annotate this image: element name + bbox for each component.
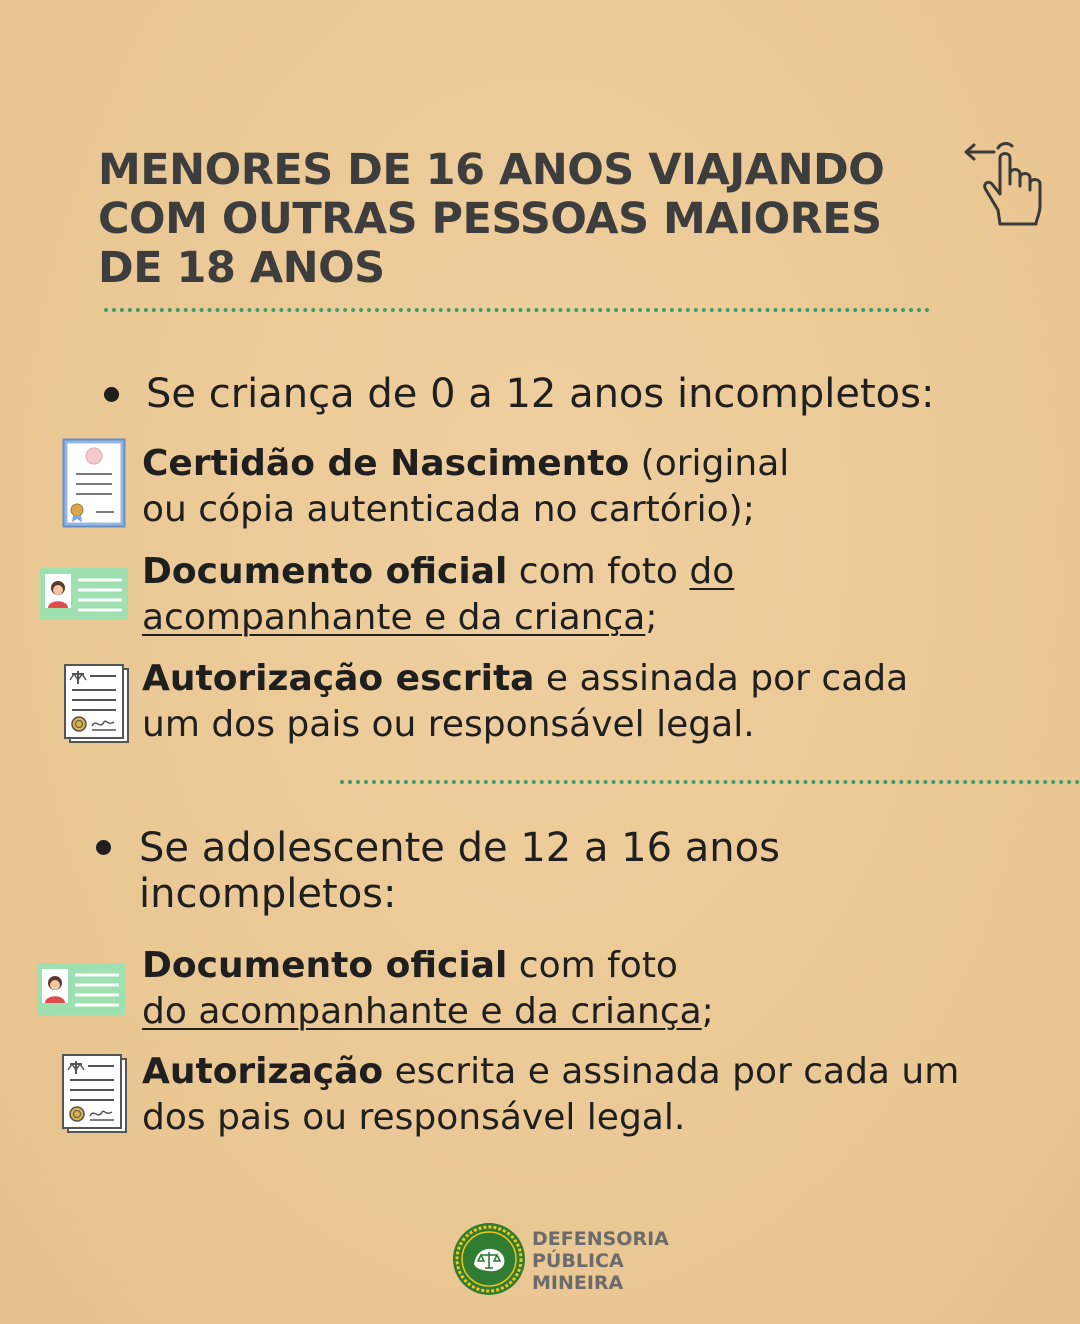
item-text: ; bbox=[645, 597, 658, 638]
item-text: e assinada por cada bbox=[534, 658, 909, 699]
item-text-line2: um dos pais ou responsável legal. bbox=[142, 704, 755, 745]
item-bold-label: Autorização bbox=[142, 1051, 384, 1092]
item-text: com foto bbox=[507, 945, 678, 986]
item-text-line2: ou cópia autenticada no cartório); bbox=[142, 489, 755, 530]
divider-top bbox=[104, 308, 930, 312]
swipe-hand-icon bbox=[960, 136, 1050, 230]
brand-line-3: MINEIRA bbox=[532, 1272, 624, 1294]
item-official-document bbox=[142, 943, 714, 1035]
item-text: escrita e assinada por cada um bbox=[383, 1051, 960, 1092]
bullet-dot bbox=[96, 840, 111, 855]
page-title bbox=[98, 146, 898, 293]
item-underlined-text: do bbox=[689, 551, 735, 592]
item-text: com foto bbox=[507, 551, 690, 592]
item-official-document bbox=[142, 549, 734, 641]
item-bold-label: Certidão de Nascimento bbox=[142, 443, 630, 484]
title-line-1: MENORES DE 16 ANOS VIAJANDO bbox=[98, 145, 885, 195]
bullet-dot bbox=[104, 387, 119, 402]
section2-heading bbox=[139, 825, 780, 917]
item-underlined-text: acompanhante e da criança bbox=[142, 597, 646, 638]
section2-heading-line2: incompletos: bbox=[139, 871, 397, 917]
id-card-icon bbox=[40, 568, 128, 620]
brand-line-1: DEFENSORIA bbox=[532, 1228, 669, 1250]
title-line-2: COM OUTRAS PESSOAS MAIORES bbox=[98, 194, 882, 244]
item-text-line2: dos pais ou responsável legal. bbox=[142, 1097, 686, 1138]
item-text: (original bbox=[629, 443, 790, 484]
item-text: ; bbox=[701, 991, 714, 1032]
item-bold-label: Documento oficial bbox=[142, 945, 508, 986]
item-written-authorization bbox=[142, 656, 908, 748]
section2-heading-line1: Se adolescente de 12 a 16 anos bbox=[139, 825, 780, 871]
item-bold-label: Documento oficial bbox=[142, 551, 508, 592]
id-card-icon bbox=[37, 963, 125, 1015]
item-underlined-text: do acompanhante e da criança bbox=[142, 991, 702, 1032]
birth-certificate-icon bbox=[62, 438, 126, 528]
brand-line-2: PÚBLICA bbox=[532, 1250, 624, 1272]
defensoria-seal-icon bbox=[452, 1222, 526, 1296]
signed-document-icon bbox=[62, 1054, 128, 1134]
title-line-3: DE 18 ANOS bbox=[98, 243, 385, 293]
divider-middle bbox=[340, 780, 1080, 784]
item-birth-certificate bbox=[142, 441, 789, 533]
item-written-authorization bbox=[142, 1049, 959, 1141]
section1-heading: Se criança de 0 a 12 anos incompletos: bbox=[146, 371, 935, 417]
brand-name bbox=[532, 1228, 669, 1294]
item-bold-label: Autorização escrita bbox=[142, 658, 535, 699]
signed-document-icon bbox=[64, 664, 130, 744]
